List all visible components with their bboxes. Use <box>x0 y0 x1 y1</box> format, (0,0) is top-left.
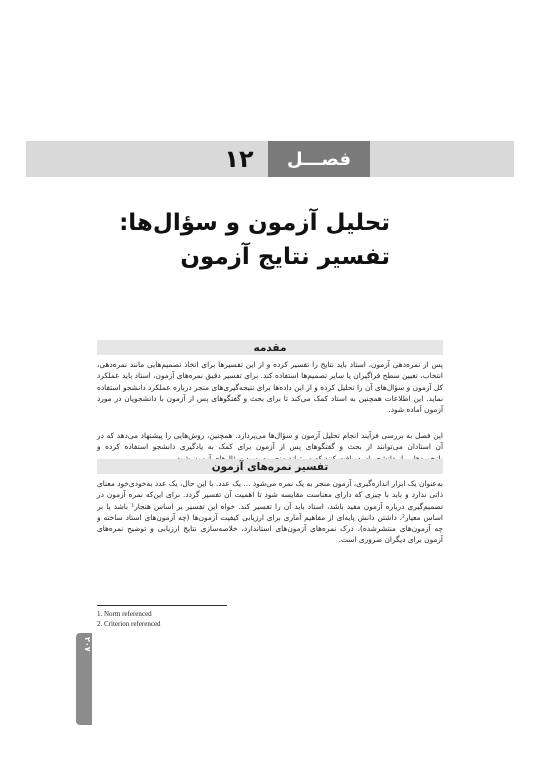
footnote-1: 1. Norm referenced <box>97 610 152 618</box>
score-interpretation-paragraph: به‌عنوان یک ابزار اندازه‌گیری، آزمون منجر به یک نمره می‌شود ... یک عدد. با این حال، یک عدد به‌خودی‌خود معنای ذاتی ندارد و باید با چیزی که دارای معناست مقایسه شود تا اهمیت آن تفسیر گردد. برای این‌که نمره آزمون در تصمیم‌گیری درباره آزمون مفید باشد، استاد باید آن را تفسیر کند. خواه این تفسیر بر اساس هنجار¹ باشد یا بر اساس معیار²، داشتن دانش پایه‌ای از مفاهیم آماری برای ارزیابی کیفیت آزمون‌ها (چه آزمون‌های استاد ساخته و چه آزمون‌های منتشرشده)، درک نمره‌های آزمون‌های استاندارد، خلاصه‌سازی نتایج ارزیابی و توضیح نمره‌های آزمون برای دیگران ضروری است. <box>97 479 443 545</box>
footnote-divider <box>97 605 227 606</box>
introduction-paragraph-1: پس از نمره‌دهی آزمون، استاد باید نتایج را تفسیر کرده و از این تفسیرها برای اتخاذ تصمیم‌هایی مانند نمره‌دهی، انتخاب، تعیین سطح فراگیران یا سایر تصمیم‌ها استفاده کند. برای تفسیر دقیق نمره‌های آزمون، استاد باید عملکرد کل آزمون و سؤال‌های آن را تحلیل کرده و از این داده‌ها برای نتیجه‌گیری‌های منجر درباره عملکرد دانشجو استفاده نماید. این اطلاعات همچنین به استاد کمک می‌کند تا برای بحث و گفتگوهای پس از آزمون با دانشجویان در مورد آزمون آماده شود. <box>97 360 443 415</box>
footnote-2: 2. Criterion referenced <box>97 620 161 628</box>
introduction-paragraph-2: این فصل به بررسی فرآیند انجام تحلیل آزمون و سؤال‌ها می‌پردازد. همچنین، روش‌هایی را پیشنهاد می‌دهد که در آن استادان می‌توانند از بحث و گفتگوهای پس از آزمون برای کمک به یادگیری دانشجو استفاده کرده و <box>97 431 443 452</box>
chapter-title-line-1: تحلیل آزمون و سؤال‌ها: <box>119 210 390 236</box>
chapter-number: ۱۲ <box>224 145 254 173</box>
chapter-label: فصـــل <box>268 141 370 177</box>
chapter-title-line-2: تفسیر نتایج آزمون <box>180 244 390 270</box>
section-heading-introduction: مقدمه <box>97 340 443 355</box>
page-number-tab <box>76 633 92 725</box>
page-number: ۲۰۷ <box>83 637 92 652</box>
section-heading-score-interpretation: تفسیر نمره‌های آزمون <box>97 459 443 474</box>
